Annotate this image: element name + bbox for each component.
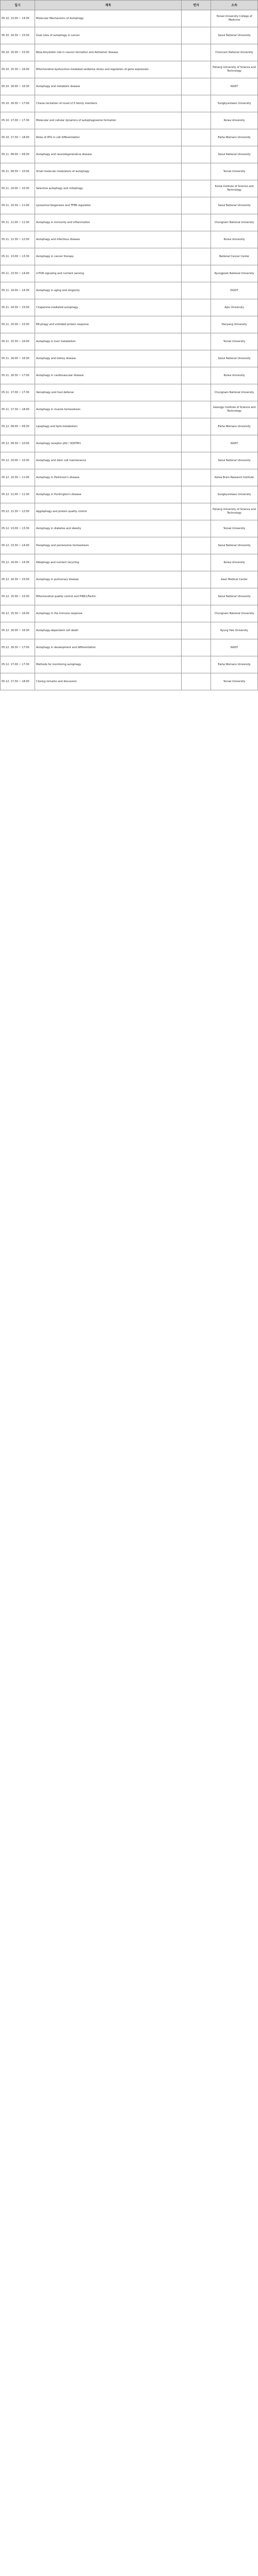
- row-org: KAIST: [211, 78, 258, 95]
- table-row: [1, 27, 258, 44]
- row-date: 05.12. 09:30 ~ 10:00: [1, 435, 35, 452]
- row-title: Autophagy in development and differentiation: [35, 639, 182, 656]
- row-date: 05.11. 16:30 ~ 17:00: [1, 367, 35, 384]
- row-title: Autophagy in diabetes and obesity: [35, 520, 182, 537]
- table-row: [1, 588, 258, 605]
- header-name: 연자: [182, 1, 211, 10]
- row-org: Chungnam National University: [211, 605, 258, 622]
- row-org: Korea University: [211, 231, 258, 248]
- table-row: [1, 384, 258, 401]
- row-title: ER-phagy and unfolded protein response: [35, 316, 182, 333]
- row-date: 05.12. 11:00 ~ 11:30: [1, 486, 35, 503]
- row-name: [182, 180, 211, 197]
- table-row: [1, 656, 258, 673]
- table-row: [1, 44, 258, 61]
- row-title: Lysosomal biogenesis and TFEB regulation: [35, 197, 182, 214]
- table-row: [1, 554, 258, 571]
- row-title: Selective autophagy and mitophagy: [35, 180, 182, 197]
- row-name: [182, 486, 211, 503]
- row-title: Methods for monitoring autophagy: [35, 656, 182, 673]
- row-org: Chonnam National University: [211, 44, 258, 61]
- row-date: 05.11. 11:00 ~ 11:30: [1, 214, 35, 231]
- row-name: [182, 350, 211, 367]
- table-row: [1, 571, 258, 588]
- row-date: 05.10. 17:00 ~ 17:30: [1, 112, 35, 129]
- row-title: Autophagy in liver metabolism: [35, 333, 182, 350]
- table-row: [1, 486, 258, 503]
- row-name: [182, 95, 211, 112]
- table-body: [1, 10, 258, 690]
- table-row: [1, 418, 258, 435]
- row-title: Mitochondrial dysfunction-mediated oxidative stress and regulation of gene expression: [35, 61, 182, 78]
- row-name: [182, 248, 211, 265]
- row-date: 05.10. 14:30 ~ 15:00: [1, 27, 35, 44]
- row-title: Autophagy and stem cell maintenance: [35, 452, 182, 469]
- row-name: [182, 231, 211, 248]
- row-date: 05.11. 09:00 ~ 09:30: [1, 146, 35, 163]
- row-title: Molecular Mechanisms of Autophagy: [35, 10, 182, 27]
- row-org: Seoul National University: [211, 146, 258, 163]
- row-name: [182, 418, 211, 435]
- row-org: Kyung Hee University: [211, 622, 258, 639]
- row-date: 05.12. 17:00 ~ 17:30: [1, 656, 35, 673]
- row-name: [182, 27, 211, 44]
- table-row: [1, 503, 258, 520]
- row-title: Autophagy in muscle homeostasis: [35, 401, 182, 418]
- row-name: [182, 469, 211, 486]
- row-org: Korea Brain Research Institute: [211, 469, 258, 486]
- schedule-table: [0, 0, 258, 690]
- row-name: [182, 384, 211, 401]
- table-row: [1, 197, 258, 214]
- row-date: 05.12. 11:30 ~ 12:00: [1, 503, 35, 520]
- row-title: Autophagy in cardiovascular disease: [35, 367, 182, 384]
- row-date: 05.11. 15:00 ~ 15:30: [1, 316, 35, 333]
- table-row: [1, 435, 258, 452]
- row-title: Autophagy and infectious disease: [35, 231, 182, 248]
- row-title: Autophagy-dependent cell death: [35, 622, 182, 639]
- row-org: Ajou University: [211, 299, 258, 316]
- row-title: Autophagy in the immune response: [35, 605, 182, 622]
- row-date: 05.11. 10:00 ~ 10:30: [1, 180, 35, 197]
- table-row: [1, 214, 258, 231]
- row-title: Charac-terization of novel LC3 family members: [35, 95, 182, 112]
- table-row: [1, 231, 258, 248]
- row-org: Seoul National University: [211, 452, 258, 469]
- row-name: [182, 265, 211, 282]
- row-org: Ewha Womans University: [211, 656, 258, 673]
- table-row: [1, 265, 258, 282]
- table-row: [1, 95, 258, 112]
- row-org: KAIST: [211, 639, 258, 656]
- row-date: 05.11. 17:00 ~ 17:30: [1, 384, 35, 401]
- row-org: Yonsei University: [211, 163, 258, 180]
- row-name: [182, 401, 211, 418]
- row-title: Autophagy receptor p62 / SQSTM1: [35, 435, 182, 452]
- row-org: Korea Institute of Science and Technology: [211, 180, 258, 197]
- row-title: Beta-Amyloidm role in neuron formation and Alzheimer disease: [35, 44, 182, 61]
- row-date: 05.11. 10:30 ~ 11:00: [1, 197, 35, 214]
- row-name: [182, 520, 211, 537]
- table-row: [1, 401, 258, 418]
- table-row: [1, 316, 258, 333]
- row-title: Lipophagy and lipid metabolism: [35, 418, 182, 435]
- row-title: Dual roles of autophagy in cancer: [35, 27, 182, 44]
- table-row: [1, 452, 258, 469]
- row-name: [182, 333, 211, 350]
- row-title: Closing remarks and discussion: [35, 673, 182, 690]
- row-date: 05.12. 16:30 ~ 17:00: [1, 639, 35, 656]
- row-date: 05.12. 15:00 ~ 15:30: [1, 588, 35, 605]
- row-title: Chaperone-mediated autophagy: [35, 299, 182, 316]
- row-title: Roles of ATG in cell differentiation: [35, 129, 182, 146]
- row-name: [182, 163, 211, 180]
- row-org: Korea University: [211, 112, 258, 129]
- row-org: Ewha Womans University: [211, 129, 258, 146]
- table-row: [1, 61, 258, 78]
- table-row: [1, 78, 258, 95]
- row-date: 05.12. 13:00 ~ 13:30: [1, 520, 35, 537]
- row-org: Kyungpook National University: [211, 265, 258, 282]
- row-title: Molecular and cellular dynamics of autophagosome formation: [35, 112, 182, 129]
- row-name: [182, 197, 211, 214]
- row-title: Autophagy and neurodegenerative disease: [35, 146, 182, 163]
- row-org: Ewha Womans University: [211, 418, 258, 435]
- table-row: [1, 605, 258, 622]
- row-org: National Cancer Center: [211, 248, 258, 265]
- row-date: 05.12. 16:00 ~ 16:30: [1, 622, 35, 639]
- row-org: Sungkyunkwan University: [211, 95, 258, 112]
- table-row: [1, 469, 258, 486]
- table-row: [1, 333, 258, 350]
- row-name: [182, 367, 211, 384]
- row-title: Autophagy and metabolic disease: [35, 78, 182, 95]
- row-date: 05.10. 16:30 ~ 17:00: [1, 95, 35, 112]
- row-name: [182, 435, 211, 452]
- row-date: 05.12. 10:00 ~ 10:30: [1, 452, 35, 469]
- row-title: Autophagy in pulmonary disease: [35, 571, 182, 588]
- row-title: Autophagy and kidney disease: [35, 350, 182, 367]
- row-title: Autophagy in immunity and inflammation: [35, 214, 182, 231]
- header-title: 제목: [35, 1, 182, 10]
- row-org: Gwangju Institute of Science and Technology: [211, 401, 258, 418]
- row-org: DGIST: [211, 282, 258, 299]
- table-row: [1, 163, 258, 180]
- row-title: Autophagy in cancer therapy: [35, 248, 182, 265]
- row-org: Chungnam National University: [211, 384, 258, 401]
- row-date: 05.11. 14:00 ~ 14:30: [1, 282, 35, 299]
- row-org: Pohang University of Science and Technology: [211, 61, 258, 78]
- row-name: [182, 452, 211, 469]
- row-org: Korea University: [211, 554, 258, 571]
- row-org: Yonsei University: [211, 520, 258, 537]
- row-date: 05.12. 17:30 ~ 18:00: [1, 673, 35, 690]
- row-date: 05.11. 13:00 ~ 13:30: [1, 248, 35, 265]
- row-org: Korea University: [211, 367, 258, 384]
- row-name: [182, 299, 211, 316]
- row-date: 05.10. 13:00 ~ 14:30: [1, 10, 35, 27]
- table-row: [1, 367, 258, 384]
- row-title: Mitochondrial quality control and PINK1/Parkin: [35, 588, 182, 605]
- row-date: 05.11. 17:30 ~ 18:00: [1, 401, 35, 418]
- table-row: [1, 350, 258, 367]
- table-row: [1, 10, 258, 27]
- row-org: Seoul National University: [211, 588, 258, 605]
- row-title: Xenophagy and host defense: [35, 384, 182, 401]
- row-title: Autophagy in Huntington's disease: [35, 486, 182, 503]
- table-row: [1, 282, 258, 299]
- row-date: 05.11. 13:30 ~ 14:00: [1, 265, 35, 282]
- row-name: [182, 44, 211, 61]
- row-date: 05.12. 13:30 ~ 14:00: [1, 537, 35, 554]
- row-org: Seoul National University: [211, 27, 258, 44]
- row-name: [182, 554, 211, 571]
- row-name: [182, 622, 211, 639]
- table-row: [1, 180, 258, 197]
- row-org: Asan Medical Center: [211, 571, 258, 588]
- row-date: 05.12. 09:00 ~ 09:30: [1, 418, 35, 435]
- row-date: 05.10. 16:00 ~ 16:30: [1, 78, 35, 95]
- row-name: [182, 639, 211, 656]
- row-title: Aggrephagy and protein quality control: [35, 503, 182, 520]
- row-date: 05.11. 15:30 ~ 16:00: [1, 333, 35, 350]
- row-name: [182, 112, 211, 129]
- row-name: [182, 588, 211, 605]
- row-org: Seoul National University: [211, 197, 258, 214]
- header-row: [1, 1, 258, 10]
- row-date: 05.10. 15:30 ~ 16:00: [1, 61, 35, 78]
- row-org: Chungnam National University: [211, 214, 258, 231]
- row-name: [182, 146, 211, 163]
- row-date: 05.10. 17:30 ~ 18:00: [1, 129, 35, 146]
- row-org: Seoul National University: [211, 537, 258, 554]
- table-row: [1, 673, 258, 690]
- row-date: 05.11. 09:30 ~ 10:00: [1, 163, 35, 180]
- row-org: Hanyang University: [211, 316, 258, 333]
- table-row: [1, 639, 258, 656]
- row-name: [182, 214, 211, 231]
- table-row: [1, 299, 258, 316]
- row-name: [182, 61, 211, 78]
- row-date: 05.12. 10:30 ~ 11:00: [1, 469, 35, 486]
- row-name: [182, 537, 211, 554]
- row-org: Yonsei University: [211, 333, 258, 350]
- table-row: [1, 520, 258, 537]
- header-date: 일시: [1, 1, 35, 10]
- table-row: [1, 129, 258, 146]
- row-org: Seoul National University: [211, 350, 258, 367]
- row-name: [182, 282, 211, 299]
- row-name: [182, 10, 211, 27]
- row-date: 05.11. 16:00 ~ 16:30: [1, 350, 35, 367]
- row-org: Pohang University of Science and Technology: [211, 503, 258, 520]
- table-row: [1, 248, 258, 265]
- header-org: 소속: [211, 1, 258, 10]
- table-row: [1, 146, 258, 163]
- row-date: 05.10. 15:00 ~ 15:30: [1, 44, 35, 61]
- row-name: [182, 571, 211, 588]
- table-row: [1, 622, 258, 639]
- row-name: [182, 129, 211, 146]
- row-name: [182, 673, 211, 690]
- row-title: Autophagy in aging and longevity: [35, 282, 182, 299]
- row-title: Small molecule modulators of autophagy: [35, 163, 182, 180]
- row-title: Ribophagy and nutrient recycling: [35, 554, 182, 571]
- row-name: [182, 78, 211, 95]
- row-org: Sungkyunkwan University: [211, 486, 258, 503]
- row-name: [182, 656, 211, 673]
- row-org: Yonsei University College of Medicine: [211, 10, 258, 27]
- table-row: [1, 537, 258, 554]
- row-title: Autophagy in Parkinson's disease: [35, 469, 182, 486]
- row-title: mTOR signaling and nutrient sensing: [35, 265, 182, 282]
- row-date: 05.11. 14:30 ~ 15:00: [1, 299, 35, 316]
- row-date: 05.11. 11:30 ~ 12:00: [1, 231, 35, 248]
- row-org: KAIST: [211, 435, 258, 452]
- table-row: [1, 112, 258, 129]
- row-name: [182, 316, 211, 333]
- row-org: Yonsei University: [211, 673, 258, 690]
- row-date: 05.12. 14:00 ~ 14:30: [1, 554, 35, 571]
- row-date: 05.12. 15:30 ~ 16:00: [1, 605, 35, 622]
- row-date: 05.12. 14:30 ~ 15:00: [1, 571, 35, 588]
- row-name: [182, 605, 211, 622]
- row-name: [182, 503, 211, 520]
- row-title: Pexophagy and peroxisome homeostasis: [35, 537, 182, 554]
